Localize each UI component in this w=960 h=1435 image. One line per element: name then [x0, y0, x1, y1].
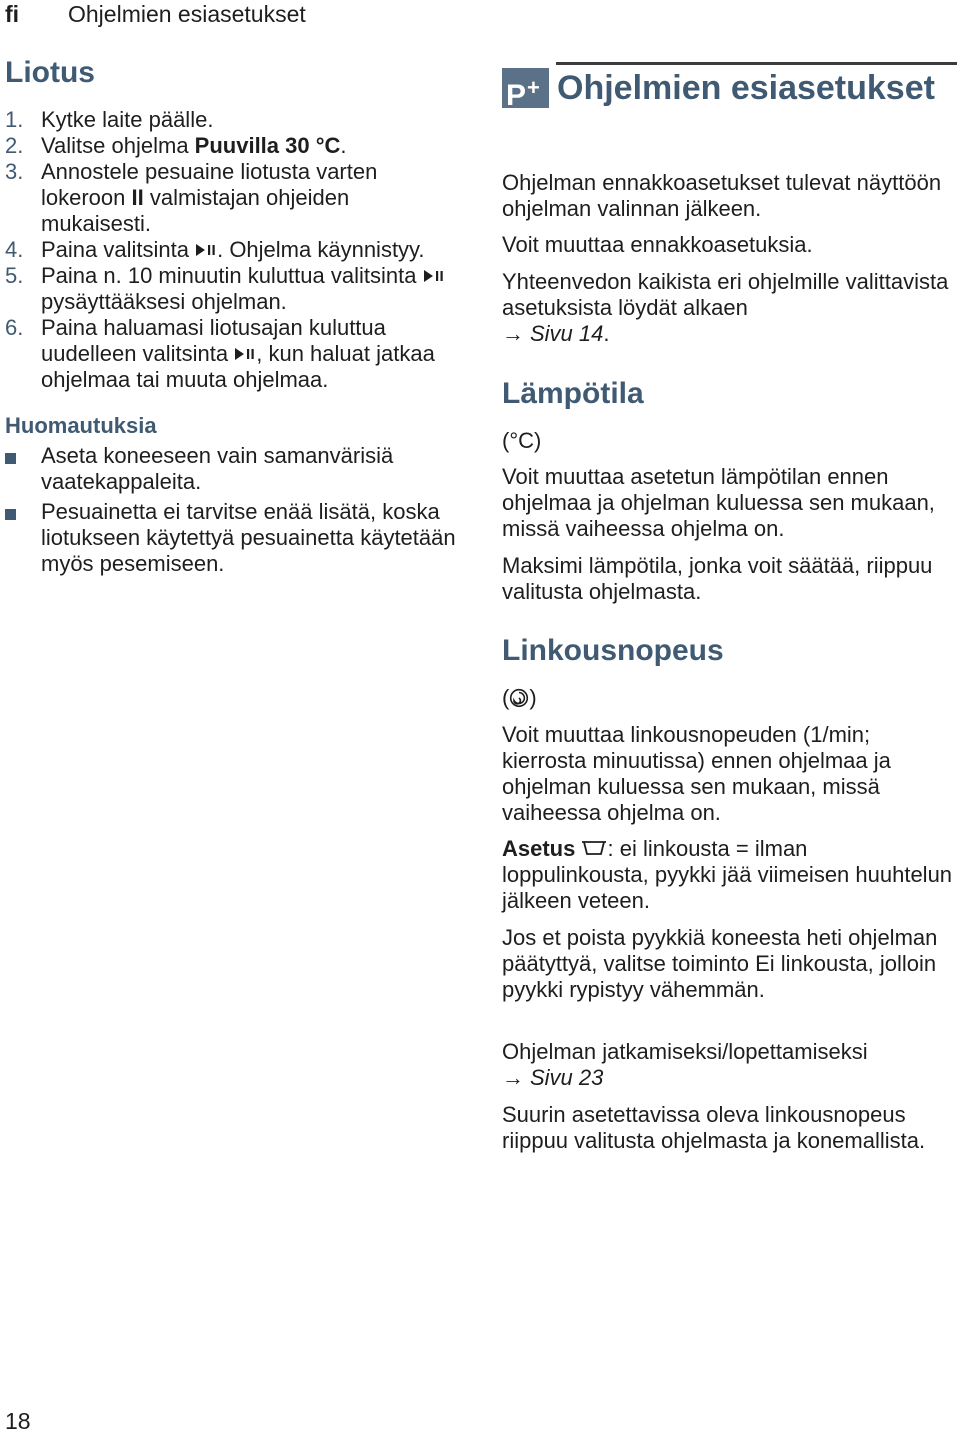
step-number: 6.: [5, 315, 24, 340]
bullet-square-icon: [5, 453, 16, 464]
start-pause-icon: [195, 243, 217, 257]
step-item: [5, 107, 465, 133]
compartment-label: II: [131, 185, 144, 210]
start-pause-icon: [234, 347, 256, 361]
step-number: 2.: [5, 133, 24, 158]
section-heading-temperature: Lämpötila: [502, 377, 644, 410]
step-text: Annostele pesuaine liotusta varten lokeroon: [41, 159, 378, 210]
page-reference-link[interactable]: Sivu 14: [530, 321, 604, 346]
notes-list: [5, 443, 465, 577]
step-text: Kytke laite päälle.: [41, 107, 214, 132]
step-item: [5, 315, 465, 393]
spin-icon: [509, 688, 529, 708]
note-text: Pesuainetta ei tarvitse enää lisätä, koska liotukseen käytettyä pesuainetta käytetään myös pesemiseen.: [41, 499, 456, 576]
step-number: 5.: [5, 263, 24, 288]
section-title-presets: Ohjelmien esiasetukset: [557, 69, 935, 107]
page-header: [5, 0, 306, 28]
start-pause-icon: [423, 269, 445, 283]
icon-plus: +: [527, 75, 540, 100]
step-text: Paina n. 10 minuutin kuluttua valitsinta: [41, 263, 423, 288]
paren-open: (: [502, 685, 510, 710]
bullet-square-icon: [5, 509, 16, 520]
presets-paragraph: [502, 269, 957, 347]
arrow-icon: →: [502, 1065, 524, 1090]
section-heading-spin: Linkousnopeus: [502, 634, 724, 667]
setting-text: : ei linkousta = ilman loppulinkousta, pyykki jää viimeisen huuhtelun jälkeen veteen.: [502, 836, 953, 913]
step-text: pysäyttääksesi ohjelman.: [41, 289, 287, 314]
step-number: 1.: [5, 107, 24, 132]
arrow-icon: →: [502, 321, 524, 346]
temperature-paragraph: Voit muuttaa asetetun lämpötilan ennen ohjelmaa ja ohjelman kuluessa sen mukaan, missä vaiheessa ohjelma on.: [502, 464, 935, 541]
step-item: [5, 237, 465, 263]
period: .: [603, 321, 610, 346]
step-text: Paina haluamasi liotusajan kuluttua uudelleen valitsinta: [41, 315, 386, 366]
spin-paragraph: Suurin asetettavissa oleva linkousnopeus riippuu valitusta ohjelmasta ja konemallista.: [502, 1102, 926, 1153]
presets-text: Yhteenvedon kaikista eri ohjelmille valittavista asetuksista löydät alkaen: [502, 269, 949, 320]
note-text: Aseta koneeseen vain samanvärisiä vaatekappaleita.: [41, 443, 394, 494]
page-number: 18: [5, 1408, 31, 1434]
presets-paragraph: Voit muuttaa ennakkoasetuksia.: [502, 232, 813, 257]
spin-paragraph: Voit muuttaa linkousnopeuden (1/min; kierrosta minuutissa) ennen ohjelmaa ja ohjelman kuluessa sen mukaan, missä vaiheessa ohjelma on.: [502, 722, 891, 825]
left-column: [5, 55, 465, 581]
soak-steps-list: [5, 107, 465, 393]
page-reference-link[interactable]: Sivu 23: [530, 1065, 604, 1090]
step-text: Valitse ohjelma: [41, 133, 195, 158]
setting-label: Asetus: [502, 836, 576, 861]
header-title: Ohjelmien esiasetukset: [68, 1, 306, 27]
no-spin-icon: [581, 836, 607, 852]
spin-symbol: [502, 685, 957, 711]
spin-paragraph: Jos et poista pyykkiä koneesta heti ohjelman päätyttyä, valitse toiminto Ei linkousta, jolloin pyykki rypistyy vähemmän.: [502, 925, 938, 1002]
notes-heading: Huomautuksia: [5, 413, 157, 438]
program-name: Puuvilla 30 °C: [194, 133, 341, 158]
step-text: Paina valitsinta: [41, 237, 196, 262]
spin-text: Ohjelman jatkamiseksi/lopettamiseksi: [502, 1039, 868, 1064]
step-number: 4.: [5, 237, 24, 262]
step-text: valmistajan ohjeiden mukaisesti.: [41, 185, 350, 236]
step-text: , kun haluat jatkaa ohjelmaa tai muuta ohjelmaa.: [41, 341, 435, 392]
note-item: [5, 499, 465, 577]
section-heading-liotus: Liotus: [5, 56, 95, 89]
step-text: .: [340, 133, 347, 158]
step-number: 3.: [5, 159, 24, 184]
step-item: [5, 263, 465, 315]
paren-close: ): [529, 685, 537, 710]
step-text: . Ohjelma käynnistyy.: [217, 237, 425, 262]
language-code: fi: [5, 1, 20, 27]
program-preset-icon: [502, 68, 549, 112]
temperature-paragraph: Maksimi lämpötila, jonka voit säätää, riippuu valitusta ohjelmasta.: [502, 553, 933, 604]
step-item: [5, 159, 465, 237]
temperature-unit: (°C): [502, 428, 542, 453]
spin-paragraph: [502, 836, 957, 914]
spin-paragraph: [502, 1039, 957, 1091]
step-item: [5, 133, 465, 159]
presets-paragraph: Ohjelman ennakkoasetukset tulevat näyttöön ohjelman valinnan jälkeen.: [502, 170, 942, 221]
section-rule: [556, 62, 957, 65]
icon-letter: P: [506, 79, 527, 112]
note-item: [5, 443, 465, 495]
